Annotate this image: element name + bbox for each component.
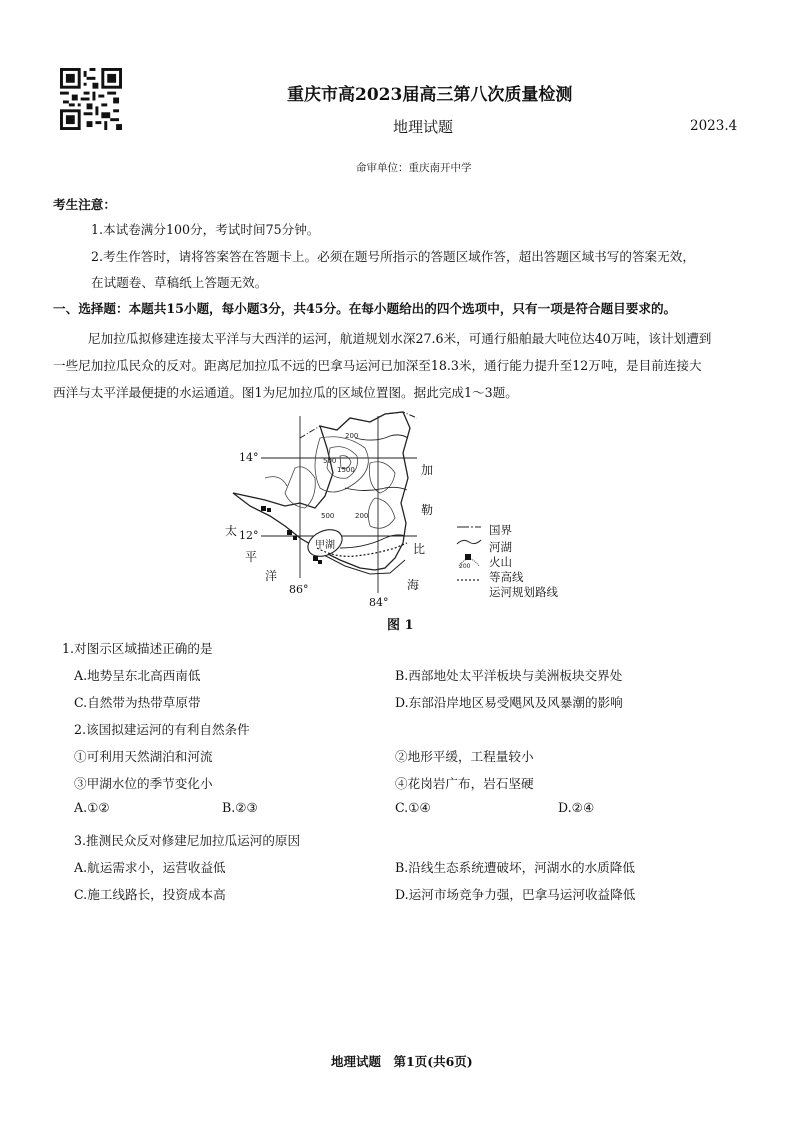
volcano-marker <box>313 556 318 561</box>
option-c[interactable]: C.施工线路长，投资成本高 <box>74 887 226 902</box>
subject-title: 地理试题 <box>393 118 454 136</box>
option-a[interactable]: A.航运需求小，运营收益低 <box>74 860 226 875</box>
statement: ③甲湖水位的季节变化小 <box>74 776 213 791</box>
exam-title: 重庆市高2023届高三第八次质量检测 <box>287 85 573 105</box>
option-b[interactable]: B.沿线生态系统遭破坏，河湖水的水质降低 <box>395 860 635 875</box>
legend-contour-label: 等高线 <box>489 570 524 584</box>
setter-unit: 命审单位：重庆南开中学 <box>356 162 472 174</box>
option-c[interactable]: C.自然带为热带草原带 <box>74 695 201 710</box>
notice-item: 2.考生作答时，请将答案答在答题卡上。必须在题号所指示的答题区域作答，超出答题区域书写的答案无效， <box>91 249 695 264</box>
notice-heading: 考生注意： <box>53 197 116 212</box>
contour-label-200a: 200 <box>345 432 359 440</box>
lon-label-86: 86° <box>289 583 309 596</box>
option-d[interactable]: D.②④ <box>558 800 595 815</box>
legend-border-label: 国界 <box>489 523 512 537</box>
question-stem: 3.推测民众反对修建尼加拉瓜运河的原因 <box>74 833 301 848</box>
qr-code-image <box>60 68 122 130</box>
legend-river-label: 河湖 <box>489 540 512 554</box>
lon-label-84: 84° <box>369 596 389 609</box>
lake-label: 甲湖 <box>315 540 335 551</box>
contour-icon-label: 200 <box>459 563 471 570</box>
contour-label-500: 500 <box>323 457 337 465</box>
legend-volcano-label: 火山 <box>489 555 512 569</box>
lat-label-14: 14° <box>239 451 259 464</box>
volcano-marker <box>318 560 322 564</box>
option-d[interactable]: D.东部沿岸地区易受飓风及风暴潮的影响 <box>395 695 623 710</box>
notice-item: 1.本试卷满分100分，考试时间75分钟。 <box>91 222 320 237</box>
figure-caption: 图 1 <box>387 618 414 633</box>
caribbean-char: 海 <box>407 578 420 592</box>
volcano-marker <box>293 536 297 540</box>
contour-label-1500: 1500 <box>337 466 355 474</box>
statement: ④花岗岩广布，岩石坚硬 <box>395 776 534 791</box>
passage-line: 一些尼加拉瓜民众的反对。距离尼加拉瓜不远的巴拿马运河已加深至18.3米，通行能力提升至12万吨，是目前连接大 <box>53 358 702 373</box>
river-lake-icon <box>457 540 481 544</box>
question-stem: 1.对图示区域描述正确的是 <box>62 641 213 656</box>
caribbean-char: 比 <box>413 542 426 556</box>
volcano-marker <box>261 506 266 511</box>
pacific-char: 太 <box>225 524 238 538</box>
lat-label-12: 12° <box>239 529 259 542</box>
statement: ①可利用天然湖泊和河流 <box>74 749 213 764</box>
pacific-char: 平 <box>245 550 258 564</box>
option-d[interactable]: D.运河市场竞争力强，巴拿马运河收益降低 <box>395 887 636 902</box>
passage-line: 西洋与太平洋最便捷的水运通道。图1为尼加拉瓜的区域位置图。据此完成1～3题。 <box>53 385 518 400</box>
passage-line: 尼加拉瓜拟修建连接太平洋与大西洋的运河，航道规划水深27.6米，可通行船舶最大吨位达40万吨，该计划遭到 <box>88 331 712 346</box>
pacific-char: 洋 <box>265 569 278 583</box>
option-b[interactable]: B.②③ <box>222 800 258 815</box>
volcano-marker <box>267 508 271 512</box>
question-stem: 2.该国拟建运河的有利自然条件 <box>74 722 250 737</box>
statement: ②地形平缓，工程量较小 <box>395 749 534 764</box>
option-a[interactable]: A.地势呈东北高西南低 <box>74 668 201 683</box>
page-footer: 地理试题 第1页(共6页) <box>331 1054 473 1069</box>
caribbean-char: 加 <box>421 463 434 477</box>
exam-date: 2023.4 <box>690 118 738 134</box>
contour-label-200b: 200 <box>355 512 369 520</box>
contour-label-500b: 500 <box>321 512 335 520</box>
option-b[interactable]: B.西部地处太平洋板块与美洲板块交界处 <box>395 668 623 683</box>
section-heading: 一、选择题：本题共15小题，每小题3分，共45分。在每小题给出的四个选项中，只有一项是符合题目要求的。 <box>53 301 677 316</box>
option-c[interactable]: C.①④ <box>395 800 431 815</box>
nicaragua-map-figure <box>225 408 575 623</box>
notice-item: 在试题卷、草稿纸上答题无效。 <box>91 275 268 290</box>
volcano-marker <box>287 530 292 535</box>
legend-canal-label: 运河规划路线 <box>489 585 558 599</box>
caribbean-char: 勒 <box>421 503 434 517</box>
option-a[interactable]: A.①② <box>74 800 110 815</box>
volcano-icon <box>465 554 471 560</box>
